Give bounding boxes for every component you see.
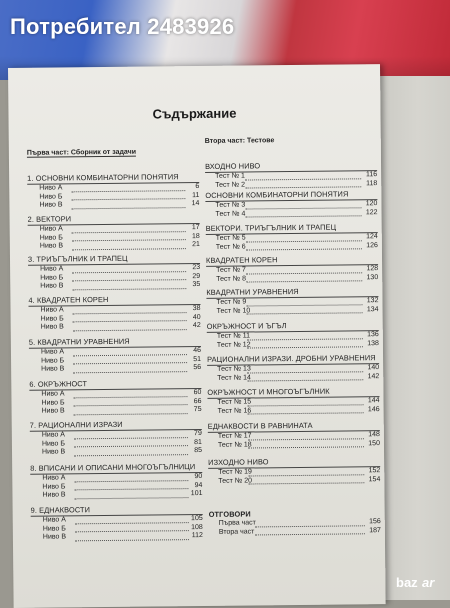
leader-dots xyxy=(255,518,365,527)
section-title: 2. ВЕКТОРИ xyxy=(28,213,200,226)
toc-page-number: 90 xyxy=(194,472,203,481)
toc-row-label: Тест № 8 xyxy=(216,275,247,283)
section-title: КВАДРАТНИ УРАВНЕНИЯ xyxy=(206,286,378,299)
toc-row-label: Ниво В xyxy=(41,365,65,373)
section-title: 8. ВПИСАНИ И ОПИСАНИ МНОГОЪГЪЛНИЦИ xyxy=(30,462,202,475)
toc-row-label: Ниво Б xyxy=(42,525,66,533)
toc-row xyxy=(31,532,203,542)
toc-row-label: Тест № 5 xyxy=(215,234,246,242)
toc-section xyxy=(30,462,202,501)
section-title: РАЦИОНАЛНИ ИЗРАЗИ. ДРОБНИ УРАВНЕНИЯ xyxy=(207,353,379,366)
leader-dots xyxy=(248,406,364,415)
toc-page-number: 112 xyxy=(191,532,203,540)
toc-row-label: Първа част xyxy=(218,519,256,527)
leader-dots xyxy=(247,364,363,373)
leader-dots xyxy=(247,331,363,340)
section-title: КВАДРАТЕН КОРЕН xyxy=(206,254,378,267)
section-title: 6. ОКРЪЖНОСТ xyxy=(29,378,201,391)
leader-dots xyxy=(248,476,364,485)
answers-section xyxy=(209,508,381,537)
toc-row-label: Ниво Б xyxy=(41,440,66,448)
toc-section xyxy=(31,504,203,543)
leader-dots xyxy=(74,406,188,415)
leader-dots xyxy=(73,389,187,398)
leader-dots xyxy=(245,200,361,209)
toc-row-label: Ниво А xyxy=(40,306,64,314)
section-title: 4. КВАДРАТЕН КОРЕН xyxy=(28,294,200,307)
toc-row-label: Ниво А xyxy=(42,516,66,524)
toc-row-label: Тест № 7 xyxy=(216,266,246,274)
toc-page-number: 130 xyxy=(366,273,379,281)
leader-dots xyxy=(72,281,186,290)
toc-row-label: Ниво В xyxy=(39,242,64,250)
book-page xyxy=(8,64,386,608)
toc-row-label: Тест № 10 xyxy=(216,307,251,315)
toc-page-number: 101 xyxy=(190,490,203,498)
toc-page-number: 187 xyxy=(369,526,381,534)
toc-row xyxy=(207,306,379,316)
toc-section xyxy=(208,420,380,450)
leader-dots xyxy=(246,242,362,251)
leader-dots xyxy=(247,397,363,406)
toc-section xyxy=(206,222,378,252)
leader-dots xyxy=(246,265,362,274)
user-banner: Потребител 2483926 xyxy=(10,14,235,39)
toc-row-label: Ниво А xyxy=(39,184,63,192)
toc-page-number: 38 xyxy=(192,304,201,313)
toc-section xyxy=(29,378,201,417)
toc-row xyxy=(29,322,201,332)
toc-row-label: Ниво В xyxy=(42,491,66,499)
leader-dots xyxy=(245,171,361,180)
part1-title: Първа част: Сборник от задачи xyxy=(26,148,137,157)
toc-page-number: 138 xyxy=(367,339,379,347)
toc-row-label: Тест № 12 xyxy=(216,341,251,349)
leader-dots xyxy=(72,241,186,250)
toc-row-label: Ниво В xyxy=(41,448,66,456)
toc-row-label: Ниво А xyxy=(42,474,66,482)
toc-section xyxy=(205,160,377,190)
toc-page-number: 122 xyxy=(365,208,378,216)
toc-row-label: Тест № 11 xyxy=(216,332,251,340)
toc-page-number: 154 xyxy=(368,475,381,483)
leader-dots xyxy=(73,364,187,373)
toc-row-label: Тест № 1 xyxy=(215,172,245,180)
toc-row-label: Тест № 20 xyxy=(218,477,253,485)
toc-page-number: 108 xyxy=(191,523,203,531)
section-title: ВХОДНО НИВО xyxy=(205,160,377,173)
leader-dots xyxy=(73,347,187,356)
leader-dots xyxy=(72,264,186,273)
leader-dots xyxy=(245,180,361,189)
toc-row-label: Ниво В xyxy=(39,201,63,209)
toc-section xyxy=(28,213,200,252)
toc-row-label: Ниво А xyxy=(41,390,65,398)
leader-dots xyxy=(73,356,187,365)
toc-row-label: Ниво Б xyxy=(42,483,66,491)
toc-page-number: 142 xyxy=(367,372,380,380)
toc-page-number: 120 xyxy=(365,200,378,208)
toc-page-number: 35 xyxy=(192,281,201,289)
toc-page-number: 105 xyxy=(191,514,203,523)
toc-row-label: Ниво В xyxy=(40,323,64,331)
page-title: Съдържание xyxy=(152,105,237,122)
toc-row-label: Тест № 4 xyxy=(215,210,246,218)
toc-page-number: 152 xyxy=(368,467,381,475)
leader-dots xyxy=(74,482,188,491)
toc-page-number: 51 xyxy=(193,355,202,363)
leader-dots xyxy=(255,527,365,536)
svg-text:ar: ar xyxy=(422,575,435,590)
section-title: 1. ОСНОВНИ КОМБИНАТОРНИ ПОНЯТИЯ xyxy=(27,172,199,185)
leader-dots xyxy=(74,439,188,448)
toc-section xyxy=(30,419,202,458)
toc-row-label: Тест № 2 xyxy=(215,181,246,189)
leader-dots xyxy=(71,192,185,201)
toc-section xyxy=(207,386,379,416)
leader-dots xyxy=(73,398,187,407)
part2-title: Втора част: Тестове xyxy=(204,137,275,145)
toc-page-number: 79 xyxy=(194,429,202,438)
toc-row-label: Ниво Б xyxy=(40,274,64,282)
toc-row xyxy=(207,340,379,350)
toc-row xyxy=(208,440,380,450)
section-title: ЕДНАКВОСТИ В РАВНИНАТА xyxy=(208,420,380,433)
leader-dots xyxy=(248,431,364,440)
toc-section xyxy=(205,189,377,219)
toc-page-number: 132 xyxy=(366,297,379,305)
toc-page-number: 134 xyxy=(366,305,379,313)
toc-page-number: 66 xyxy=(193,397,202,405)
toc-row-label: Втора част xyxy=(218,528,255,536)
section-title: 7. РАЦИОНАЛНИ ИЗРАЗИ xyxy=(30,419,202,432)
toc-row xyxy=(30,406,202,416)
toc-page-number: 21 xyxy=(192,241,200,249)
leader-dots xyxy=(72,233,186,242)
toc-row-label: Ниво Б xyxy=(39,193,63,201)
toc-row xyxy=(28,281,200,291)
toc-row xyxy=(30,490,202,500)
leader-dots xyxy=(71,200,185,209)
toc-row xyxy=(208,406,380,416)
toc-row xyxy=(208,476,380,486)
section-title: ОКРЪЖНОСТ И ЪГЪЛ xyxy=(207,320,379,333)
toc-page-number: 118 xyxy=(366,179,378,187)
toc-page-number: 11 xyxy=(192,191,200,199)
toc-section xyxy=(29,336,201,375)
toc-row-label: Ниво В xyxy=(41,407,65,415)
toc-row xyxy=(206,274,378,284)
leader-dots xyxy=(75,532,189,541)
toc-row-label: Ниво Б xyxy=(39,234,63,242)
toc-row xyxy=(30,447,202,457)
toc-page-number: 6 xyxy=(195,183,200,191)
toc-row xyxy=(29,364,201,374)
toc-page-number: 14 xyxy=(191,200,200,208)
toc-page-number: 56 xyxy=(193,364,202,372)
section-title: 9. ЕДНАКВОСТИ xyxy=(31,504,203,517)
toc-row-label: Ниво Б xyxy=(40,315,64,323)
toc-section xyxy=(28,253,200,292)
toc-row-label: Ниво А xyxy=(41,431,66,439)
section-title: 3. ТРИЪГЪЛНИК И ТРАПЕЦ xyxy=(28,253,200,266)
toc-row-label: Тест № 13 xyxy=(217,365,251,373)
leader-dots xyxy=(73,314,187,323)
toc-page-number: 17 xyxy=(191,224,200,232)
leader-dots xyxy=(72,224,186,233)
toc-row-label: Тест № 6 xyxy=(215,243,246,251)
toc-page-number: 126 xyxy=(366,241,378,249)
leader-dots xyxy=(75,524,189,533)
toc-row-label: Тест № 17 xyxy=(217,432,252,440)
toc-page-number: 124 xyxy=(366,233,378,241)
leader-dots xyxy=(247,306,363,315)
toc-page-number: 60 xyxy=(193,388,202,397)
toc-row-label: Ниво В xyxy=(42,533,67,541)
toc-page-number: 85 xyxy=(194,447,203,455)
toc-page-number: 136 xyxy=(367,331,379,339)
toc-section xyxy=(208,456,380,486)
svg-text:baz: baz xyxy=(396,575,418,590)
toc-row xyxy=(209,527,381,537)
toc-row xyxy=(207,373,379,383)
toc-section xyxy=(206,286,378,316)
leader-dots xyxy=(246,274,362,283)
leader-dots xyxy=(74,430,188,439)
section-title: ОКРЪЖНОСТ И МНОГОЪГЪЛНИК xyxy=(207,386,379,399)
section-title: ОСНОВНИ КОМБИНАТОРНИ ПОНЯТИЯ xyxy=(205,189,377,202)
toc-page-number: 156 xyxy=(369,518,381,526)
toc-row xyxy=(27,200,199,210)
toc-row-label: Ниво А xyxy=(40,265,64,273)
toc-row xyxy=(28,241,200,251)
leader-dots xyxy=(72,305,186,314)
answers-title: ОТГОВОРИ xyxy=(208,509,251,519)
toc-section xyxy=(27,172,199,211)
toc-page-number: 40 xyxy=(192,313,201,321)
toc-row-label: Ниво А xyxy=(39,225,63,233)
toc-page-number: 81 xyxy=(194,438,202,446)
toc-page-number: 150 xyxy=(368,439,380,447)
toc-page-number: 116 xyxy=(365,171,378,179)
toc-row-label: Тест № 18 xyxy=(217,441,252,449)
toc-row xyxy=(206,242,378,252)
leader-dots xyxy=(73,322,187,331)
leader-dots xyxy=(247,373,363,382)
toc-page-number: 140 xyxy=(367,364,380,372)
toc-row-label: Ниво Б xyxy=(41,357,65,365)
toc-row-label: Ниво Б xyxy=(41,399,65,407)
section-title: ВЕКТОРИ. ТРИЪГЪЛНИК И ТРАПЕЦ xyxy=(206,222,378,235)
toc-page-number: 146 xyxy=(367,405,380,413)
leader-dots xyxy=(74,447,188,456)
toc-page-number: 46 xyxy=(193,346,202,355)
toc-page-number: 144 xyxy=(367,397,380,405)
section-title: ИЗХОДНО НИВО xyxy=(208,456,380,469)
toc-page-number: 42 xyxy=(192,322,201,330)
leader-dots xyxy=(246,233,362,242)
leader-dots xyxy=(72,273,186,282)
section-title: 5. КВАДРАТНИ УРАВНЕНИЯ xyxy=(29,336,201,349)
leader-dots xyxy=(75,515,189,524)
toc-row-label: Тест № 14 xyxy=(217,374,251,382)
leader-dots xyxy=(248,440,364,449)
toc-row-label: Тест № 15 xyxy=(217,398,252,406)
toc-row-label: Тест № 19 xyxy=(218,468,252,476)
toc-row-label: Тест № 9 xyxy=(216,298,247,306)
toc-row xyxy=(206,209,378,219)
toc-section xyxy=(207,320,379,350)
toc-page-number: 23 xyxy=(192,263,201,272)
leader-dots xyxy=(74,473,188,482)
toc-section xyxy=(206,254,378,284)
toc-row-label: Тест № 16 xyxy=(217,407,252,415)
leader-dots xyxy=(246,297,362,306)
leader-dots xyxy=(247,340,363,349)
leader-dots xyxy=(246,209,362,218)
toc-page-number: 94 xyxy=(194,481,203,489)
toc-page-number: 148 xyxy=(368,431,380,439)
leader-dots xyxy=(71,183,185,192)
leader-dots xyxy=(74,490,188,499)
toc-row-label: Ниво А xyxy=(40,348,65,356)
leader-dots xyxy=(248,467,364,476)
bazar-logo-icon xyxy=(392,566,446,598)
toc-page-number: 75 xyxy=(193,406,202,414)
toc-row-label: Тест № 3 xyxy=(215,201,246,209)
toc-row-label: Ниво В xyxy=(40,282,64,290)
toc-section xyxy=(28,294,200,333)
toc-page-number: 128 xyxy=(366,265,379,273)
toc-page-number: 29 xyxy=(192,272,201,280)
toc-section xyxy=(207,353,379,383)
toc-page-number: 18 xyxy=(191,232,200,240)
